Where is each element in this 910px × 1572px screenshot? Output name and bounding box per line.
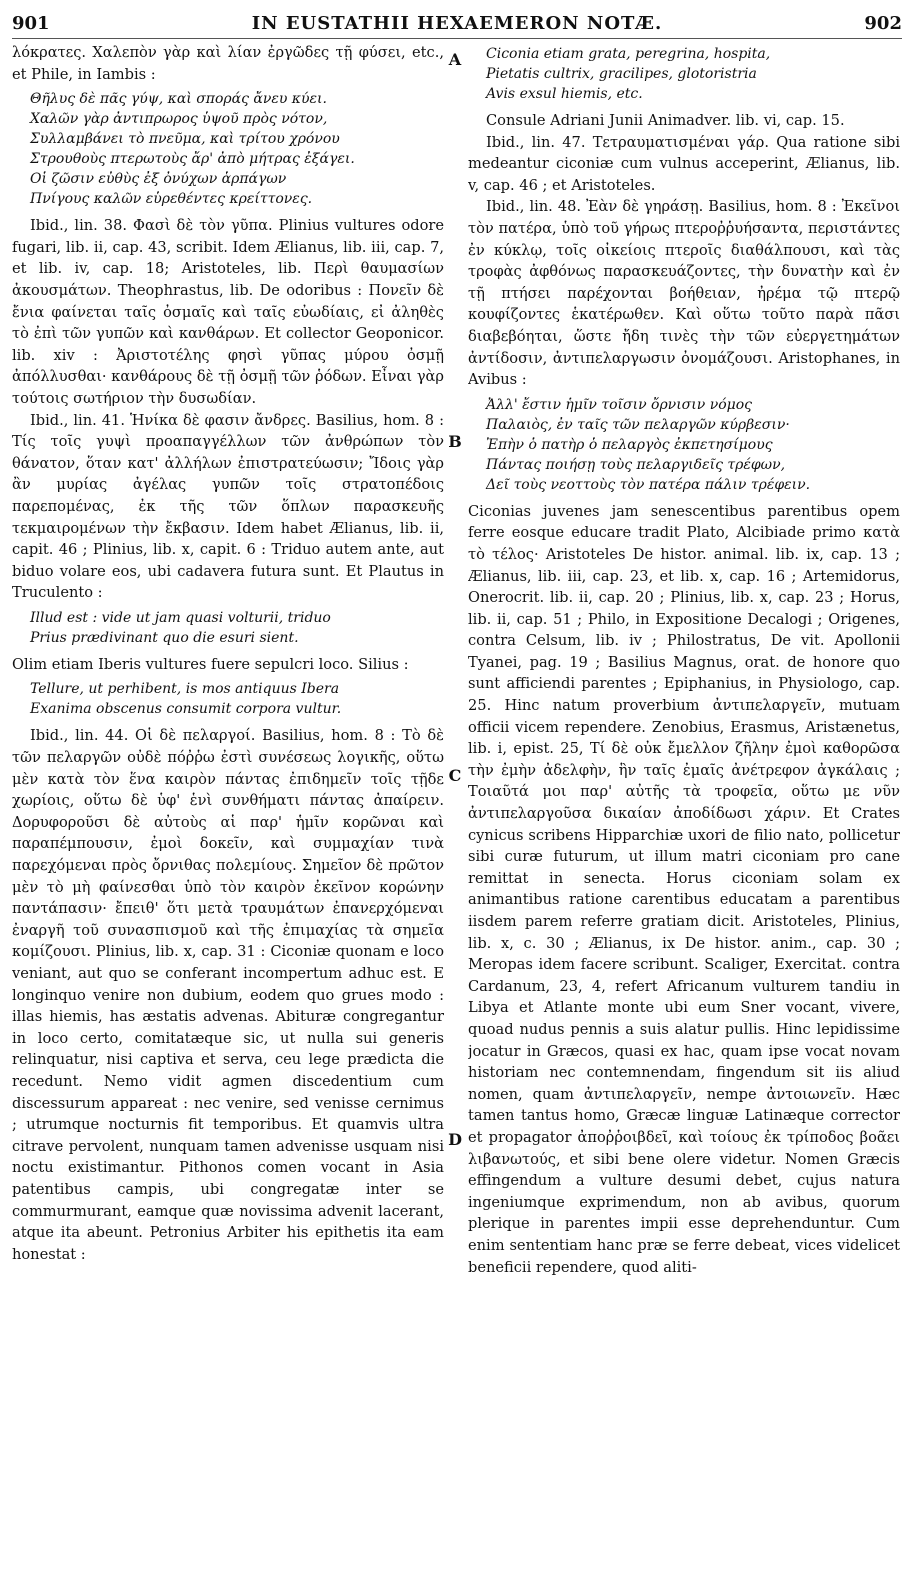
left-page-number: 901 (12, 12, 50, 34)
margin-letter-d: D (448, 1130, 462, 1149)
right-paragraph-2: Ibid., lin. 47. Τετραυματισμέναι γάρ. Qua ratione sibi medeantur ciconiæ cum vulnus acceperint, Ælianus, lib. v, cap. 46 ; et Aristoteles. (468, 133, 900, 194)
left-paragraph-2: Ibid., lin. 38. Φασὶ δὲ τὸν γῦπα. Plinius vultures odore fugari, lib. ii, cap. 43, scribit. Idem Ælianus, lib. iii, cap. 7, et lib. iv, cap. 18; Aristoteles, lib. Περὶ θαυμασίων ἀκουσμάτων. Theophrastus, lib. De odoribus : Πονεῖν δὲ ἔνια φαίνεται ταῖς ὀσμαῖς καὶ ταῖς εὐωδίαις, εἰ ἀληθὲς τὸ ἐπὶ τῶν γυπῶν καὶ κανθάρων. Et collector Geoponicor. lib. xiv : Ἀριστοτέλης φησὶ γῦπας μύρου ὀσμῇ ἀπόλλυσθαι· κανθάρους δὲ τῇ ὀσμῇ τῶν ῥόδων. Εἶναι γὰρ τούτοις σωτήριον τὴν δυσωδίαν. (12, 217, 444, 407)
verse-line: Ciconia etiam grata, peregrina, hospita, (486, 46, 771, 62)
right-paragraph-3: Ibid., lin. 48. Ἐὰν δὲ γηράσῃ. Basilius, hom. 8 : Ἐκεῖνοι τὸν πατέρα, ὑπὸ τοῦ γήρως πτεροῤῥυήσαντα, περιστάντες ἐν κύκλῳ, τοῖς οἰκείοις πτεροῖς διαθάλπουσι, καὶ τὰς τροφὰς ἀφθόνως παρασκευάζοντες, τὴν δυνατὴν καὶ ἐν τῇ πτήσει παρέχονται βοήθειαν, ἠρέμα τῷ πτερῷ κουφίζοντες ἑκατέρωθεν. Καὶ οὕτω τοῦτο παρὰ πᾶσι διαβεβόηται, ὥστε ἤδη τινὲς τὴν τῶν εὐεργετημάτων ἀντίδοσιν, ἀντιπελαργωσιν ὀνομάζουσι. Aristophanes, in Avibus : (468, 198, 900, 389)
left-paragraph-1: λόκρατες. Χαλεπὸν γὰρ καὶ λίαν ἐργῶδες τῇ φύσει, etc., et Phile, in Iambis : (12, 44, 444, 83)
verse-line: Ἐπὴν ὁ πατὴρ ὁ πελαργὸς ἐκπετησίμους (486, 436, 773, 453)
right-verse-2 (486, 395, 900, 495)
right-paragraph-1: Consule Adriani Junii Animadver. lib. vi, cap. 15. (486, 112, 845, 129)
right-column (468, 42, 900, 1566)
verse-line: Ἀλλ' ἔστιν ἡμῖν τοῖσιν ὄρνισιν νόμος (486, 396, 752, 413)
right-paragraph-4: Ciconias juvenes jam senescentibus parentibus opem ferre eosque educare tradit Plato, Alcibiade primo κατὰ τὸ τέλος· Aristoteles De histor. animal. lib. ix, cap. 13 ; Ælianus, lib. iii, cap. 23, et lib. x, cap. 16 ; Artemidorus, Onerocrit. lib. ii, cap. 20 ; Plinius, lib. x, cap. 23 ; Horus, lib. ii, cap. 51 ; Philo, in Expositione Decalogi ; Origenes, contra Celsum, lib. iv ; Philostratus, De vit. Apollonii Tyanei, pag. 19 ; Basilius Magnus, orat. de honore quo sunt afficiendi parentes ; Epiphanius, in Physiologo, cap. 25. Hinc natum proverbium ἀντιπελαργεῖν, mutuam officii vicem rependere. Zenobius, Erasmus, Aristænetus, lib. i, epist. 25, Τί δὲ οὐκ ἔμελλον ζῆλην ἐμοὶ καθορῶσα τὴν ἐμὴν ἀδελφὴν, ἣν ταῖς ἐμαῖς ἀνέτρεφον ἀγκάλαις ; Τοιαῦτά μοι παρ' αὐτῆς τὰ τροφεῖα, οὕτω με νῦν ἀντιπελαργοῦσα δικαίαν ἀποδίδωσι χάριν. Et Crates cynicus scribens Hipparchiæ uxori de filio nato, pollicetur sibi curæ futurum, ut illum matri ciconiam pro cane remittat in senecta. Horus ciconiam solam ex animantibus ratione carentibus educatam a parentibus iisdem parem referre gratiam dicit. Aristoteles, Plinius, lib. x, c. 30 ; Ælianus, ix De histor. anim., cap. 30 ; Meropas idem facere scribunt. Scaliger, Exercitat. contra Cardanum, 23, 4, refert Africanum vulturem tandiu in Libya et Atlante monte ubi eum Sner vocant, vivere, quoad nudus pennis a suis alatur pullis. Hinc lepidissime jocatur in Græcos, quasi ex hac, quam ipse vocat novam historiam nec contemnendam, fingendum sit iis aliud nomen, quam ἀντιπελαργεῖν, nempe ἀντοιωνεῖν. Hæc tamen tantus homo, Græcæ linguæ Latinæque corrector et propagator ἀποῤῥοιβδεῖ, καὶ τοίους ἐκ τρίποδος βοᾶει λιβανωτούς, et sibi bene olere videtur. Nomen Græcis effingendum a vulture desumi debet, cujus natura ingeniumque exprimendum, non ab avibus, quorum plerique in parentes impii esse deprehenduntur. Cum enim sententiam hanc præ se ferre debeat, vices videlicet beneficii rependere, quod aliti- (468, 502, 900, 1276)
left-paragraph-3: Ibid., lin. 41. Ἡνίκα δὲ φασιν ἄνδρες. Basilius, hom. 8 : Τίς τοῖς γυψὶ προαπαγγέλλων τῶν ἀνθρώπων τὸν θάνατον, ὅταν κατ' ἀλλήλων ἐπιστρατεύωσιν; Ἴδοις γὰρ ἂν μυρίας ἀγέλας γυπῶν τοῖς στρατοπέδοις παρεπομένας, ἐκ τῆς τῶν ὅπλων παρασκευῆς τεκμαιρομένων τὴν ἔκβασιν. Idem habet Ælianus, lib. ii, capit. 46 ; Plinius, lib. x, capit. 6 : Triduo autem ante, aut biduo volare eos, ubi cadavera futura sunt. Et Plautus in Truculento : (12, 411, 444, 602)
verse-line: Στρουθοὺς πτερωτοὺς ἄρ' ἀπὸ μήτρας ἐξάγει. (30, 151, 355, 168)
verse-line: Θῆλυς δὲ πᾶς γύψ, καὶ σποράς ἄνευ κύει. (30, 91, 327, 108)
verse-line: Δεῖ τοὺς νεοττοὺς τὸν πατέρα πάλιν τρέφειν. (486, 476, 811, 493)
verse-line: Prius prædivinant quo die esuri sient. (30, 629, 299, 646)
left-verse-1 (30, 89, 444, 209)
verse-line: Οἱ ζῶσιν εὐθὺς ἐξ ὀνύχων ἁρπάγων (30, 171, 287, 188)
page-header (12, 8, 902, 39)
left-verse-3 (30, 679, 444, 719)
right-page-number: 902 (864, 12, 902, 34)
verse-line: Πάντας ποιήσῃ τοὺς πελαργιδεῖς τρέφων, (486, 456, 786, 473)
left-paragraph-4: Olim etiam Iberis vultures fuere sepulcri loco. Silius : (12, 655, 409, 673)
left-verse-2 (30, 608, 444, 648)
right-verse-1 (486, 44, 900, 104)
verse-line: Παλαιὸς, ἐν ταῖς τῶν πελαργῶν κύρβεσιν· (486, 416, 790, 433)
verse-line: Χαλῶν γὰρ ἀντιπρωρος ὑψοῦ πρὸς νότον, (30, 111, 328, 128)
verse-line: Tellure, ut perhibent, is mos antiquus Ibera (30, 681, 340, 698)
margin-letter-c: C (448, 766, 462, 785)
left-column (12, 42, 444, 1566)
left-paragraph-5: Ibid., lin. 44. Οἱ δὲ πελαργοί. Basilius, hom. 8 : Τὸ δὲ τῶν πελαργῶν οὐδὲ πόῤῥω ἐστὶ συνέσεως λογικῆς, οὕτω μὲν κατὰ τὸν ἕνα καιρὸν πάντας ἐπιδημεῖν τοῖς τῇδε χωρίοις, οὕτω δὲ ὑφ' ἑνὶ συνθήματι πάντας ἀπαίρειν. Δορυφοροῦσι δὲ αὐτοὺς αἱ παρ' ἡμῖν κορῶναι καὶ παραπέμπουσιν, ἐμοὶ δοκεῖν, καὶ συμμαχίαν τινὰ παρεχόμεναι πρὸς ὄρνιθας πολεμίους. Σημεῖον δὲ πρῶτον μὲν τὸ μὴ φαίνεσθαι ὑπὸ τὸν καιρὸν ἐκεῖνον κορώνην παντάπασιν· ἔπειθ' ὅτι μετὰ τραυμάτων ἐπανερχόμεναι ἐναργῆ τοῦ συνασπισμοῦ καὶ τῆς ἐπιμαχίας τὰ σημεῖα κομίζουσι. Plinius, lib. x, cap. 31 : Ciconiæ quonam e loco veniant, aut quo se conferant incompertum adhuc est. E longinquo venire non dubium, eodem quo grues modo : illas hiemis, has æstatis advenas. Abituræ congregantur in loco certo, comitatæque sic, ut nulla sui generis relinquatur, nisi captiva et serva, ceu lege prædicta die recedunt. Nemo vidit agmen discedentium cum discessurum appareat : nec venire, sed venisse cernimus ; utrumque nocturnis fit temporibus. Et quamvis ultra citrave pervolent, nunquam tamen advenisse usquam nisi noctu existimantur. Pithonos comen vocant in Asia patentibus campis, ubi congregatæ inter se commurmurant, eamque quæ novissima advenit lacerant, atque ita abeunt. Petronius Arbiter his epithetis ita eam honestat : (12, 727, 444, 1263)
margin-letter-b: B (448, 432, 462, 451)
verse-line: Illud est : vide ut jam quasi volturii, triduo (30, 609, 331, 626)
verse-line: Pietatis cultrix, gracilipes, glotoristria (486, 66, 757, 82)
margin-letter-a: A (448, 50, 462, 69)
verse-line: Πνίγους καλῶν εὑρεθέντες κρείττονες. (30, 191, 313, 208)
verse-line: Exanima obscenus consumit corpora vultur. (30, 701, 342, 718)
running-title: IN EUSTATHII HEXAEMERON NOTÆ. (251, 12, 663, 34)
verse-line: Avis exsul hiemis, etc. (486, 86, 643, 102)
verse-line: Συλλαμβάνει τὸ πνεῦμα, καὶ τρίτου χρόνου (30, 131, 340, 148)
